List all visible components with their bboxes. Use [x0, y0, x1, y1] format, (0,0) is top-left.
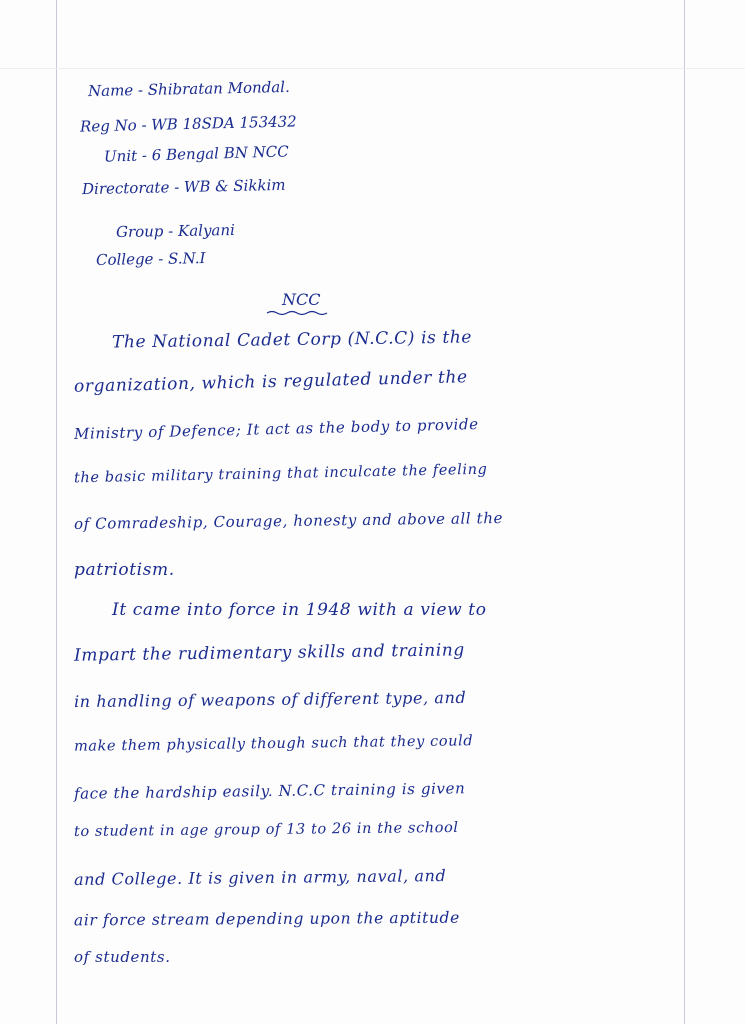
unit-line: Unit - 6 Bengal BN NCC	[103, 142, 289, 166]
paragraph-2-line-1: It came into force in 1948 with a view to	[112, 600, 487, 620]
paragraph-2-line-8: air force stream depending upon the aptitude	[73, 908, 460, 930]
paragraph-2-line-5: face the hardship easily. N.C.C training is given	[73, 779, 466, 803]
paragraph-1-line-1: The National Cadet Corp (N.C.C) is the	[111, 327, 473, 353]
paragraph-2-line-7: and College. It is given in army, naval, and	[73, 866, 447, 889]
paragraph-1-line-2: organization, which is regulated under the	[73, 367, 468, 397]
directorate-line: Directorate - WB & Sikkim	[81, 175, 286, 199]
paragraph-1-line-4: the basic military training that inculcate the feeling	[73, 461, 488, 487]
right-margin-line	[684, 0, 685, 1024]
paragraph-1-line-5: of Comradeship, Courage, honesty and above all the	[73, 509, 504, 533]
college-line: College - S.N.I	[95, 249, 206, 269]
group-line: Group - Kalyani	[115, 220, 236, 242]
name-line: Name - Shibratan Mondal.	[87, 77, 290, 101]
paragraph-1-line-6: patriotism.	[74, 560, 175, 580]
paragraph-2-line-3: in handling of weapons of different type, and	[73, 687, 467, 712]
paragraph-2-line-2: Impart the rudimentary skills and training	[73, 640, 465, 666]
page-title: NCC	[282, 290, 321, 309]
paragraph-2-line-6: to student in age group of 13 to 26 in the school	[73, 819, 459, 841]
top-rule-line	[0, 68, 745, 69]
reg-no-line: Reg No - WB 18SDA 153432	[79, 112, 297, 136]
paragraph-1-line-3: Ministry of Defence; It act as the body to provide	[73, 415, 479, 443]
paragraph-2-line-4: make them physically though such that they could	[73, 733, 474, 755]
title-underline	[266, 310, 332, 316]
paragraph-2-line-9: of students.	[74, 948, 171, 966]
left-margin-line	[56, 0, 57, 1024]
